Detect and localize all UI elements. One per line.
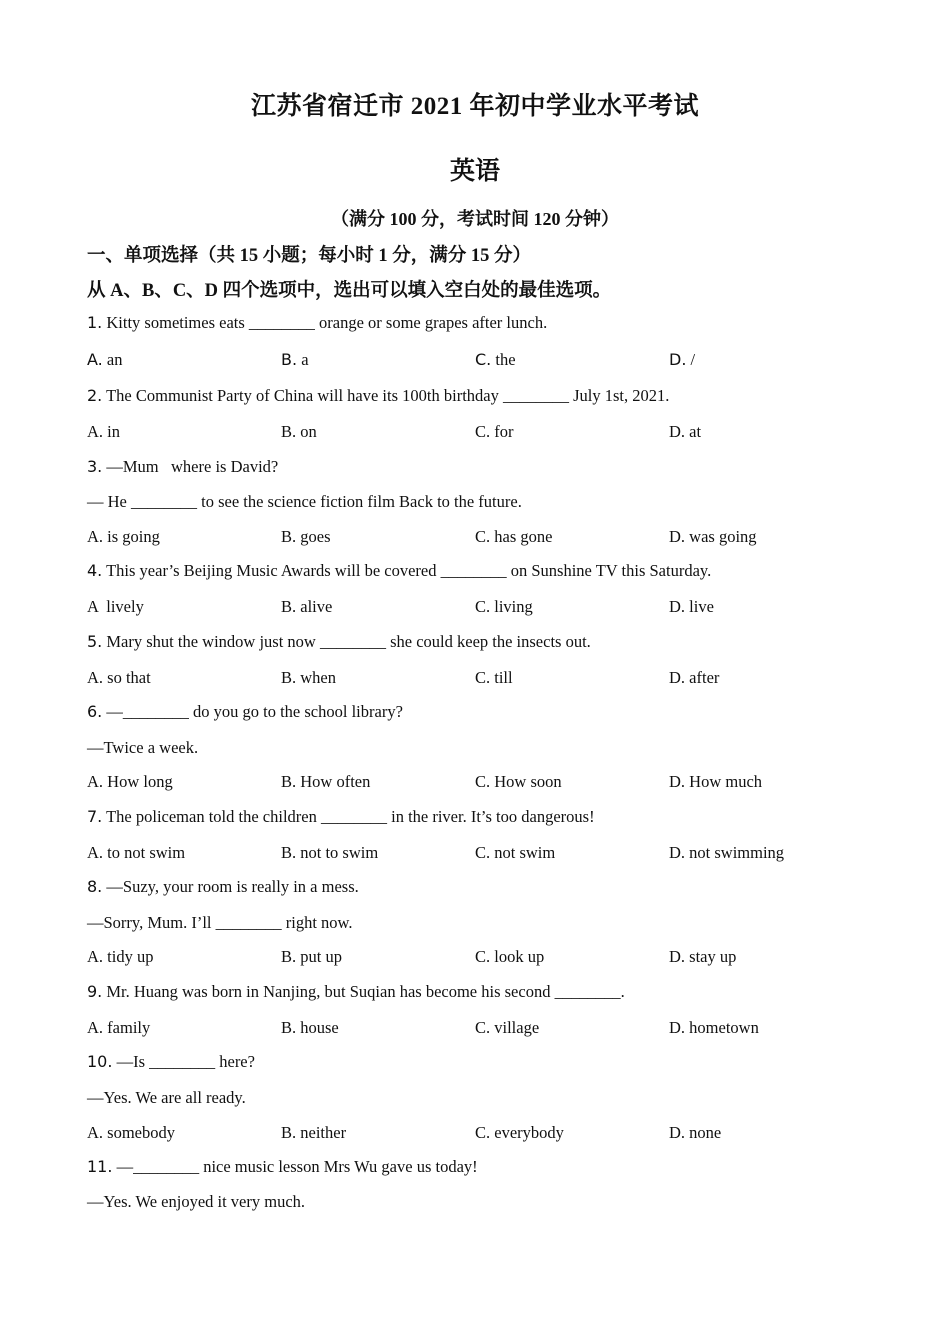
question-7 — [87, 807, 595, 827]
question-number: 5. — [87, 632, 103, 651]
question-11-line2: —Yes. We enjoyed it very much. — [87, 1192, 306, 1211]
option-b[interactable]: B. How often — [281, 772, 371, 791]
question-text: —Suzy, your room is really in a mess. — [106, 877, 359, 896]
question-text: The policeman told the children ________ in the river. It’s too dangerous! — [106, 807, 595, 826]
question-number: 8. — [87, 877, 103, 896]
option-b[interactable]: B. goes — [281, 527, 331, 546]
question-text: Kitty sometimes eats ________ orange or some grapes after lunch. — [106, 313, 548, 332]
option-d[interactable]: D. hometown — [669, 1018, 759, 1037]
option-c[interactable]: C. How soon — [475, 772, 562, 791]
option-d[interactable]: D. How much — [669, 772, 763, 791]
question-11 — [87, 1157, 478, 1177]
option-a[interactable]: A. in — [87, 422, 120, 441]
option-c[interactable]: C. has gone — [475, 527, 553, 546]
question-8-options — [87, 947, 867, 969]
question-4-options — [87, 597, 867, 619]
question-number: 6. — [87, 702, 103, 721]
question-2 — [87, 386, 669, 406]
option-b[interactable]: B. a — [281, 350, 309, 369]
question-text: —Mum where is David? — [106, 457, 279, 476]
option-d[interactable]: D. / — [669, 350, 696, 369]
exam-title: 江苏省宿迁市 2021 年初中学业水平考试 — [250, 93, 699, 120]
question-number: 3. — [87, 457, 103, 476]
question-3-options — [87, 527, 867, 549]
option-a[interactable]: A. How long — [87, 772, 173, 791]
option-a[interactable]: A. an — [87, 350, 123, 369]
option-a[interactable]: A. tidy up — [87, 947, 154, 966]
question-9 — [87, 982, 625, 1002]
question-9-options — [87, 1018, 867, 1040]
question-10-options — [87, 1123, 867, 1145]
option-a[interactable]: A. to not swim — [87, 843, 186, 862]
question-text: —________ do you go to the school library? — [106, 702, 403, 721]
option-d[interactable]: D. stay up — [669, 947, 737, 966]
question-5-options — [87, 668, 867, 690]
question-6-options — [87, 772, 867, 794]
question-number: 11. — [87, 1157, 113, 1176]
option-b[interactable]: B. not to swim — [281, 843, 379, 862]
question-5 — [87, 632, 591, 652]
option-d[interactable]: D. live — [669, 597, 714, 616]
option-b[interactable]: B. when — [281, 668, 336, 687]
question-text: —Is ________ here? — [116, 1052, 255, 1071]
question-10 — [87, 1052, 255, 1072]
question-number: 4. — [87, 561, 103, 580]
option-d[interactable]: D. at — [669, 422, 702, 441]
section-instruction: 从 A、B、C、D 四个选项中，选出可以填入空白处的最佳选项。 — [87, 281, 612, 301]
option-b[interactable]: B. on — [281, 422, 317, 441]
question-6-line2: —Twice a week. — [87, 738, 199, 757]
option-b[interactable]: B. neither — [281, 1123, 347, 1142]
question-number: 7. — [87, 807, 103, 826]
question-text: Mary shut the window just now ________ she could keep the insects out. — [106, 632, 591, 651]
question-number: 2. — [87, 386, 103, 405]
option-c[interactable]: C. everybody — [475, 1123, 564, 1142]
question-8-line2: —Sorry, Mum. I’ll ________ right now. — [87, 913, 353, 932]
question-number: 9. — [87, 982, 103, 1001]
option-b[interactable]: B. alive — [281, 597, 333, 616]
option-b[interactable]: B. house — [281, 1018, 339, 1037]
option-a[interactable]: A. so that — [87, 668, 151, 687]
option-c[interactable]: C. for — [475, 422, 514, 441]
option-d[interactable]: D. was going — [669, 527, 757, 546]
section-heading: 一、单项选择（共 15 小题；每小时 1 分，满分 15 分） — [87, 246, 532, 266]
option-d[interactable]: D. after — [669, 668, 720, 687]
exam-info: （满分 100 分，考试时间 120 分钟） — [331, 209, 619, 229]
question-1 — [87, 313, 547, 333]
option-c[interactable]: C. the — [475, 350, 516, 369]
option-c[interactable]: C. living — [475, 597, 533, 616]
question-8 — [87, 877, 359, 897]
option-a[interactable]: A lively — [87, 597, 144, 616]
question-text: The Communist Party of China will have its 100th birthday ________ July 1st, 2021. — [106, 386, 670, 405]
question-number: 1. — [87, 313, 103, 332]
option-c[interactable]: C. village — [475, 1018, 540, 1037]
option-d[interactable]: D. none — [669, 1123, 722, 1142]
question-3-line2: — He ________ to see the science fiction film Back to the future. — [87, 492, 522, 511]
question-10-line2: —Yes. We are all ready. — [87, 1088, 246, 1107]
question-4 — [87, 561, 711, 581]
question-text: Mr. Huang was born in Nanjing, but Suqian has become his second ________. — [106, 982, 625, 1001]
question-7-options — [87, 843, 867, 865]
question-text: This year’s Beijing Music Awards will be covered ________ on Sunshine TV this Saturday. — [106, 561, 712, 580]
question-number: 10. — [87, 1052, 113, 1071]
question-3 — [87, 457, 278, 477]
question-1-options — [87, 350, 867, 372]
option-a[interactable]: A. is going — [87, 527, 160, 546]
option-c[interactable]: C. not swim — [475, 843, 556, 862]
subject-title: 英语 — [449, 158, 500, 185]
option-a[interactable]: A. somebody — [87, 1123, 175, 1142]
option-c[interactable]: C. till — [475, 668, 513, 687]
question-text: —________ nice music lesson Mrs Wu gave us today! — [116, 1157, 478, 1176]
option-d[interactable]: D. not swimming — [669, 843, 785, 862]
option-c[interactable]: C. look up — [475, 947, 545, 966]
question-2-options — [87, 422, 867, 444]
option-b[interactable]: B. put up — [281, 947, 342, 966]
question-6 — [87, 702, 403, 722]
option-a[interactable]: A. family — [87, 1018, 151, 1037]
